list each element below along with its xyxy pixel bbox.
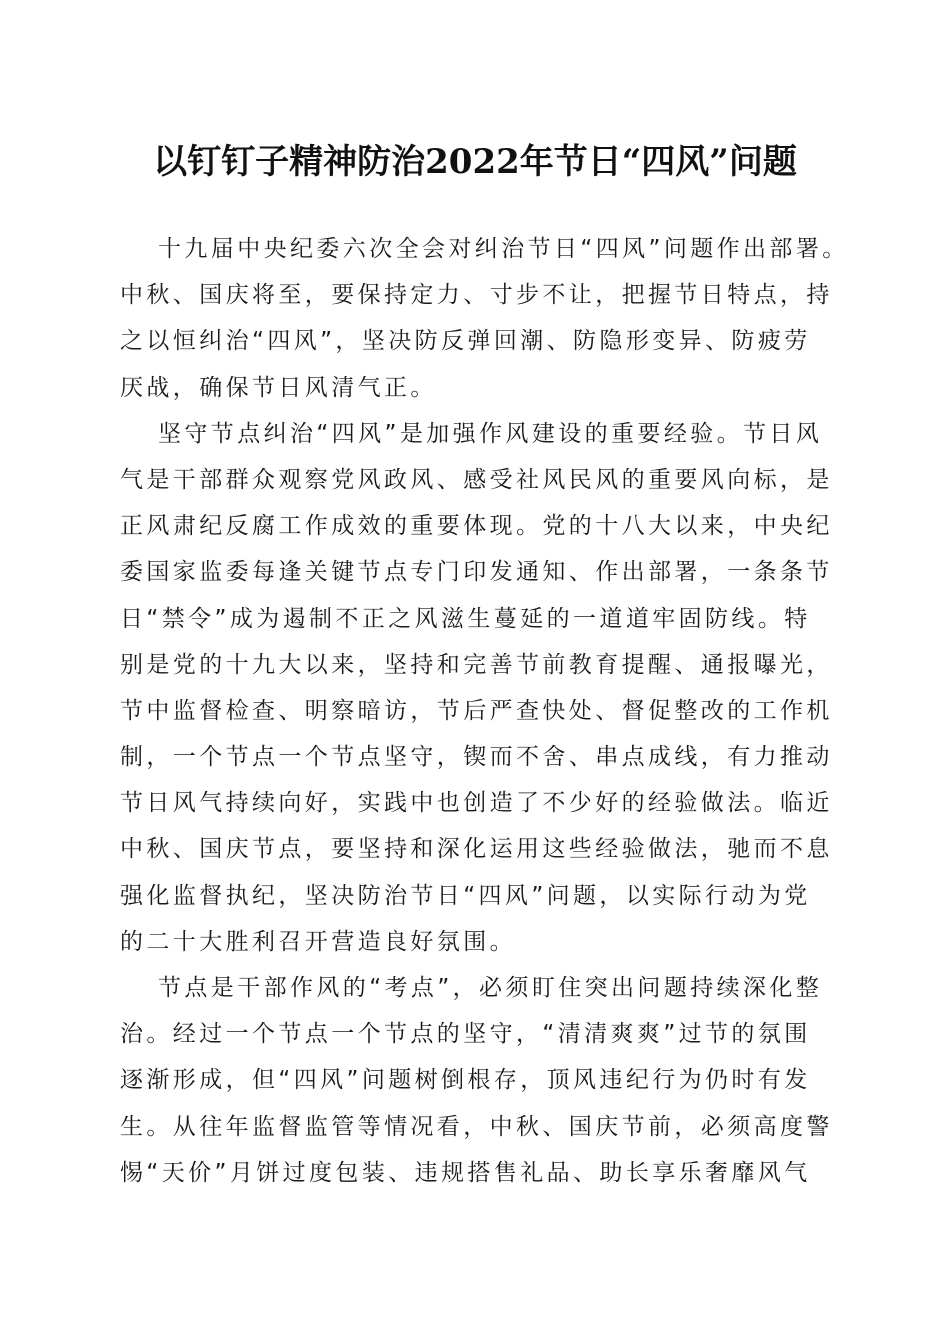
text-line: 十九届中央纪委六次全会对纠治节日“四风”问题作出部署。 (158, 236, 849, 262)
text-line: 日“禁令”成为遏制不正之风滋生蔓延的一道道牢固防线。特 (120, 605, 811, 632)
text-line: 节日风气持续向好，实践中也创造了不少好的经验做法。临近 (120, 790, 833, 817)
text-line: 治。经过一个节点一个节点的坚守，“清清爽爽”过节的氛围 (120, 1021, 811, 1048)
text-line: 逐渐形成，但“四风”问题树倒根存，顶风违纪行为仍时有发 (120, 1067, 811, 1094)
text-line: 厌战，确保节日风清气正。 (120, 374, 437, 401)
paragraph-1 (120, 226, 849, 411)
text-line: 节点是干部作风的“考点”，必须盯住突出问题持续深化整 (158, 975, 823, 1001)
paragraph-2 (120, 411, 833, 965)
text-line: 生。从往年监督监管等情况看，中秋、国庆节前，必须高度警 (120, 1113, 833, 1140)
paragraph-3 (120, 965, 833, 1196)
text-line: 惕“天价”月饼过度包装、违规搭售礼品、助长享乐奢靡风气 (120, 1159, 811, 1186)
document-title: 以钉钉子精神防治2022年节日“四风”问题 (153, 142, 797, 182)
document-body (120, 226, 849, 1196)
text-line: 制，一个节点一个节点坚守，锲而不舍、串点成线，有力推动 (120, 744, 833, 771)
text-line: 委国家监委每逢关键节点专门印发通知、作出部署，一条条节 (120, 559, 833, 586)
text-line: 坚守节点纠治“四风”是加强作风建设的重要经验。节日风 (158, 420, 823, 447)
text-line: 气是干部群众观察党风政风、感受社风民风的重要风向标，是 (120, 466, 833, 493)
text-line: 强化监督执纪，坚决防治节日“四风”问题，以实际行动为党 (120, 882, 811, 909)
text-line: 别是党的十九大以来，坚持和完善节前教育提醒、通报曝光， (120, 651, 833, 678)
text-line: 正风肃纪反腐工作成效的重要体现。党的十八大以来，中央纪 (120, 513, 833, 540)
text-line: 的二十大胜利召开营造良好氛围。 (120, 928, 516, 955)
text-line: 节中监督检查、明察暗访，节后严查快处、督促整改的工作机 (120, 697, 833, 724)
text-line: 之以恒纠治“四风”，坚决防反弹回潮、防隐形变异、防疲劳 (120, 328, 811, 355)
text-line: 中秋、国庆节点，要坚持和深化运用这些经验做法，驰而不息 (120, 836, 833, 863)
text-line: 中秋、国庆将至，要保持定力、寸步不让，把握节日特点，持 (120, 282, 833, 309)
